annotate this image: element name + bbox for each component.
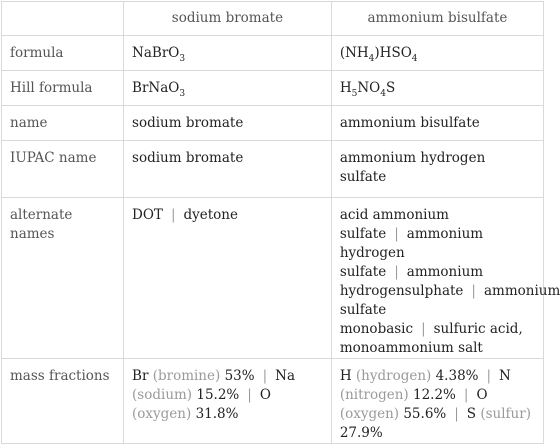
alternate-name: sulfuric acid, monoammonium salt bbox=[339, 321, 523, 356]
header-row bbox=[2, 2, 544, 36]
element-symbol: Na bbox=[275, 368, 296, 384]
formula-text: )HSO bbox=[374, 44, 412, 61]
formula-text: S bbox=[385, 79, 396, 96]
table-row bbox=[2, 106, 544, 141]
name-value-a: sodium bromate bbox=[124, 106, 332, 141]
formula-value-b bbox=[331, 36, 543, 71]
alternate-names-value-a bbox=[124, 198, 332, 359]
hill-formula-value-a bbox=[124, 71, 332, 106]
element-symbol: O bbox=[259, 387, 271, 403]
row-label-iupac-name: IUPAC name bbox=[2, 141, 124, 198]
row-label-hill-formula: Hill formula bbox=[2, 71, 124, 106]
formula-text: (NH bbox=[339, 44, 369, 61]
alternate-name: ammonium sulfate monobasic bbox=[339, 283, 560, 337]
iupac-name-value-b: ammonium hydrogen sulfate bbox=[331, 141, 543, 198]
row-label-mass-fractions: mass fractions bbox=[2, 359, 124, 444]
name-value-b: ammonium bisulfate bbox=[331, 106, 543, 141]
alternate-names-value-b bbox=[331, 198, 560, 359]
element-symbol: H bbox=[339, 368, 352, 384]
separator: | bbox=[463, 387, 469, 403]
separator: | bbox=[170, 207, 176, 223]
table-row bbox=[2, 359, 544, 444]
table-row bbox=[2, 198, 544, 359]
formula-subscript: 4 bbox=[368, 53, 375, 64]
header-corner bbox=[2, 2, 124, 36]
element-symbol: Br bbox=[132, 368, 149, 384]
formula-value-a bbox=[124, 36, 332, 71]
element-name: (hydrogen) bbox=[355, 368, 432, 384]
table-row bbox=[2, 36, 544, 71]
column-header-sodium-bromate: sodium bromate bbox=[124, 2, 332, 36]
element-name: (bromine) bbox=[152, 368, 221, 384]
formula-subscript: 4 bbox=[411, 53, 418, 64]
row-label-alternate-names: alternate names bbox=[2, 198, 124, 359]
hill-formula-value-b bbox=[331, 71, 543, 106]
column-header-ammonium-bisulfate: ammonium bisulfate bbox=[331, 2, 543, 36]
element-name: (oxygen) bbox=[339, 406, 400, 422]
mass-percent: 31.8% bbox=[195, 406, 239, 422]
formula-text: H bbox=[339, 79, 352, 96]
alternate-name: dyetone bbox=[183, 207, 238, 223]
separator: | bbox=[421, 321, 426, 337]
comparison-table bbox=[1, 1, 560, 444]
element-symbol: O bbox=[476, 387, 488, 403]
separator: | bbox=[454, 406, 459, 422]
mass-percent: 55.6% bbox=[403, 406, 447, 422]
mass-percent: 27.9% bbox=[339, 425, 383, 441]
iupac-name-value-a: sodium bromate bbox=[124, 141, 332, 198]
alternate-name: ammonium hydrogen sulfate bbox=[339, 226, 484, 280]
mass-percent: 12.2% bbox=[413, 387, 456, 403]
alternate-name: DOT bbox=[132, 207, 163, 223]
element-symbol: N bbox=[499, 368, 511, 384]
formula-subscript: 3 bbox=[179, 88, 186, 99]
mass-percent: 4.38% bbox=[435, 368, 479, 384]
separator: | bbox=[486, 368, 492, 384]
element-name: (oxygen) bbox=[132, 406, 192, 422]
element-name: (sodium) bbox=[132, 387, 193, 403]
formula-text: NaBrO bbox=[132, 44, 180, 61]
table-row bbox=[2, 71, 544, 106]
row-label-formula: formula bbox=[2, 36, 124, 71]
separator: | bbox=[247, 387, 252, 403]
mass-percent: 15.2% bbox=[196, 387, 240, 403]
formula-subscript: 4 bbox=[380, 88, 386, 99]
alternate-name: acid ammonium sulfate bbox=[339, 207, 449, 242]
mass-percent: 53% bbox=[224, 368, 255, 384]
table-row bbox=[2, 141, 544, 198]
separator: | bbox=[471, 283, 476, 299]
separator: | bbox=[394, 226, 399, 242]
row-label-name: name bbox=[2, 106, 124, 141]
formula-text: NO bbox=[357, 79, 381, 96]
alternate-name: ammonium hydrogensulphate bbox=[339, 264, 484, 299]
element-name: (sulfur) bbox=[480, 406, 531, 422]
separator: | bbox=[262, 368, 268, 384]
mass-fractions-value-a bbox=[124, 359, 332, 444]
element-symbol: S bbox=[466, 406, 477, 422]
formula-subscript: 5 bbox=[351, 88, 358, 99]
formula-subscript: 3 bbox=[179, 53, 186, 64]
separator: | bbox=[394, 264, 399, 280]
formula-text: BrNaO bbox=[132, 79, 180, 96]
element-name: (nitrogen) bbox=[339, 387, 409, 403]
mass-fractions-value-b bbox=[331, 359, 543, 444]
